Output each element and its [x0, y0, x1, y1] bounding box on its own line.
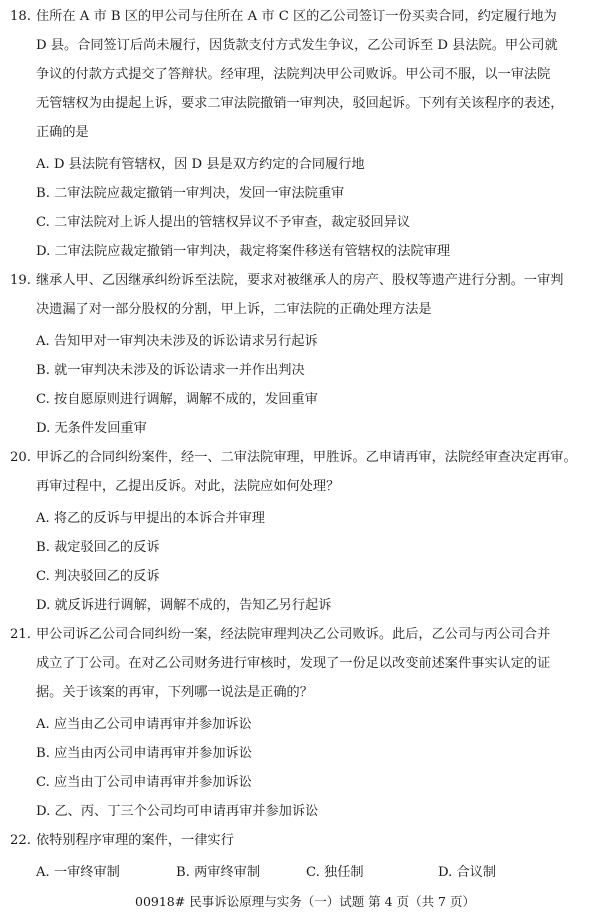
question-19-line-2: 决遗漏了对一部分股权的分割，甲上诉，二审法院的正确处理方法是 [36, 302, 432, 317]
question-20-option-b: B. 裁定驳回乙的反诉 [36, 540, 160, 555]
page-footer: 00918# 民事诉讼原理与实务（一）试题 第 4 页（共 7 页） [135, 894, 475, 909]
question-18-option-a: A. D 县法院有管辖权，因 D 县是双方约定的合同履行地 [36, 157, 365, 172]
question-text: 甲诉乙的合同纠纷案件，经一、二审法院审理，甲胜诉。乙申请再审，法院经审查决定再审。 [36, 450, 577, 465]
question-21-line-2: 成立了丁公司。在对乙公司财务进行审核时，发现了一份足以改变前述案件事实认定的证 [36, 656, 551, 671]
question-number: 21. [10, 627, 31, 642]
question-20-option-a: A. 将乙的反诉与甲提出的本诉合并审理 [36, 511, 265, 526]
question-19-option-a: A. 告知甲对一审判决未涉及的诉讼请求另行起诉 [36, 334, 318, 349]
question-text: 继承人甲、乙因继承纠纷诉至法院，要求对被继承人的房产、股权等遗产进行分割。一审判 [36, 273, 564, 288]
question-19-option-d: D. 无条件发回重审 [36, 421, 147, 436]
question-18-line-3: 争议的付款方式提交了答辩状。经审理，法院判决甲公司败诉。甲公司不服，以一审法院 [36, 67, 551, 82]
question-18-option-c: C. 二审法院对上诉人提出的管辖权异议不予审查，裁定驳回异议 [36, 215, 411, 230]
question-20-line-1 [10, 449, 577, 467]
question-20-line-2: 再审过程中，乙提出反诉。对此，法院应如何处理？ [36, 479, 340, 494]
question-21-option-b: B. 应当由丙公司申请再审并参加诉讼 [36, 746, 252, 761]
question-18-option-b: B. 二审法院应裁定撤销一审判决，发回一审法院重审 [36, 186, 345, 201]
question-number: 22. [10, 833, 31, 848]
question-19-line-1 [10, 272, 564, 290]
question-text: 甲公司诉乙公司合同纠纷一案，经法院审理判决乙公司败诉。此后，乙公司与丙公司合并 [36, 627, 551, 642]
question-number: 19. [10, 273, 31, 288]
question-22-line-1 [10, 832, 234, 850]
question-20-option-c: C. 判决驳回乙的反诉 [36, 569, 160, 584]
question-22-option-c: C. 独任制 [306, 865, 364, 880]
question-number: 20. [10, 450, 31, 465]
question-20-option-d: D. 就反诉进行调解，调解不成的，告知乙另行起诉 [36, 598, 332, 613]
question-text: 依特别程序审理的案件，一律实行 [36, 833, 234, 848]
question-19-option-c: C. 按自愿原则进行调解，调解不成的，发回重审 [36, 392, 318, 407]
question-18-line-2: D 县。合同签订后尚未履行，因货款支付方式发生争议，乙公司诉至 D 县法院。甲公司就 [36, 38, 558, 53]
question-21-option-a: A. 应当由乙公司申请再审并参加诉讼 [36, 717, 252, 732]
question-22-option-a: A. 一审终审制 [36, 865, 120, 880]
question-18-line-1 [10, 8, 557, 26]
question-text: 住所在 A 市 B 区的甲公司与住所在 A 市 C 区的乙公司签订一份买卖合同，约定履行地为 [36, 9, 557, 24]
question-18-line-5: 正确的是 [36, 125, 89, 140]
question-21-option-d: D. 乙、丙、丁三个公司均可申请再审并参加诉讼 [36, 804, 319, 819]
question-22-option-b: B. 两审终审制 [176, 865, 261, 880]
question-22-option-d: D. 合议制 [438, 865, 497, 880]
question-number: 18. [10, 9, 31, 24]
question-18-line-4: 无管辖权为由提起上诉，要求二审法院撤销一审判决，驳回起诉。下列有关该程序的表述， [36, 96, 564, 111]
question-21-line-1 [10, 626, 550, 644]
question-18-option-d: D. 二审法院应裁定撤销一审判决，裁定将案件移送有管辖权的法院审理 [36, 244, 451, 259]
question-21-option-c: C. 应当由丁公司申请再审并参加诉讼 [36, 775, 252, 790]
question-19-option-b: B. 就一审判决未涉及的诉讼请求一并作出判决 [36, 363, 305, 378]
question-21-line-3: 据。关于该案的再审，下列哪一说法是正确的？ [36, 685, 313, 700]
